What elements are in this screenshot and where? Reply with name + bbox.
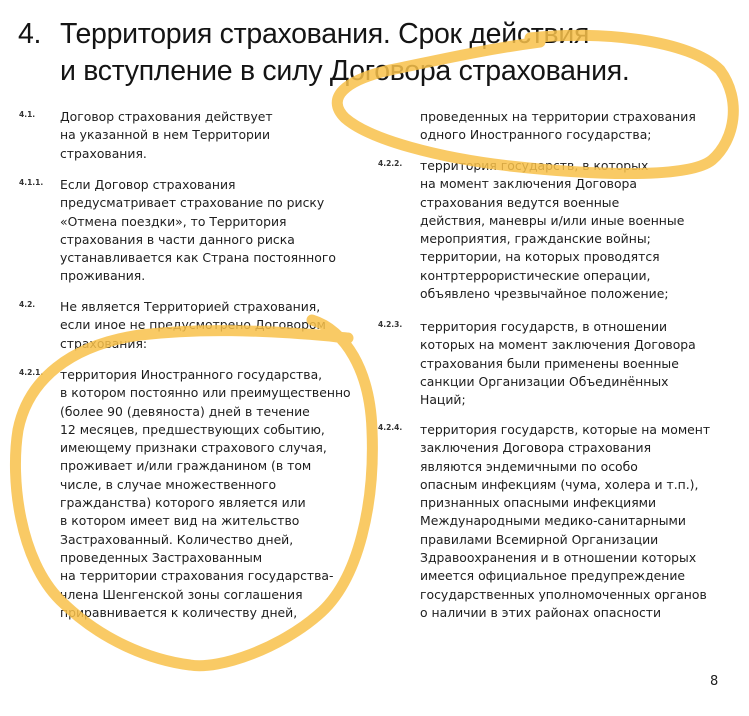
clause-text: территория государств, в отношении которых на момент заключения Договора страхования были применены военные санкции Организации Объединённых Наций; — [420, 319, 696, 408]
section-number: 4. — [18, 18, 42, 50]
clause-text: территория Иностранного государства, в котором постоянно или преимущественно (более 90 (девяноста) дней в течение 12 месяцев, предшествующих событию, имеющему признаки страхового случая, проживает и/или гражданином (в том числе, в случае множественного гражданства) которого является или в котором имеет вид на жительство Застрахованный. Количество дней, проведенных Застрахованным на территории страхования государства- члена Шенгенской зоны соглашения приравнивается к количеству дней, — [60, 367, 351, 620]
clause-number: 4.2.3. — [378, 320, 403, 329]
clause-number: 4.1.1. — [19, 178, 44, 187]
clause-text: территория государств, которые на момент заключения Договора страхования являются эндемичными по особо опасным инфекциям (чума, холера и т.п.), признанных опасными инфекциями Международными медико-санитарными правилами Всемирной Организации Здравоохранения и в отношении которых имеется официальное предупреждение государственных уполномоченных органов о наличии в этих районах опасности — [420, 422, 711, 620]
clause-text: проведенных на территории страхования одного Иностранного государства; — [420, 109, 696, 143]
clause-number: 4.1. — [19, 110, 36, 119]
clause-text: Если Договор страхования предусматривает страхование по риску «Отмена поездки», то Территория страхования в части данного риска устанавливается как Страна постоянного проживания. — [60, 177, 336, 284]
page-number: 8 — [710, 674, 719, 689]
clause-text: Не является Территорией страхования, если иное не предусмотрено Договором страхования: — [60, 299, 326, 351]
clause-text: территория государств, в которых на момент заключения Договора страхования ведутся военные действия, маневры и/или иные военные мероприятия, гражданские войны; территории, на которых проводятся контртеррористические операции, объявлено чрезвычайное положение; — [420, 158, 685, 302]
clause-number: 4.2.4. — [378, 423, 403, 432]
section-title-line-1: Территория страхования. Срок действия — [60, 18, 590, 50]
clause-text: Договор страхования действует на указанной в нем Территории страхования. — [60, 109, 273, 161]
clause-number: 4.2.2. — [378, 159, 403, 168]
section-title-line-2: и вступление в силу Договора страхования. — [60, 55, 630, 87]
clause-number: 4.2. — [19, 300, 36, 309]
clause-number: 4.2.1. — [19, 368, 44, 377]
